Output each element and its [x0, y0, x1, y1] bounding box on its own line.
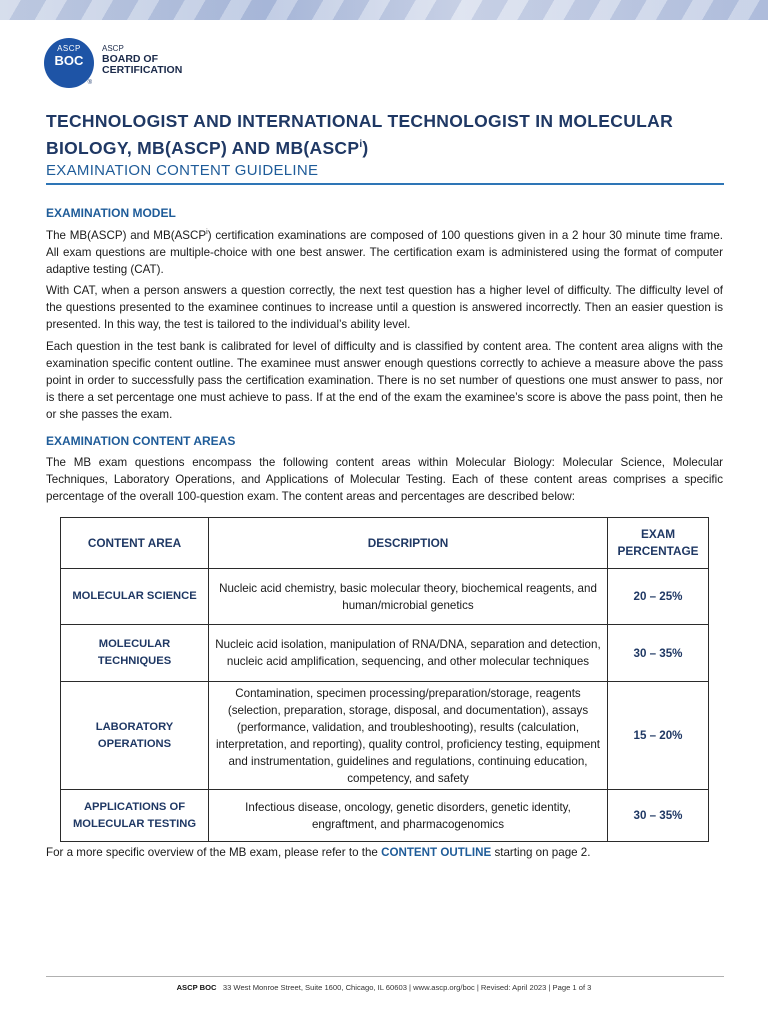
- row-percentage: 30 – 35%: [608, 790, 709, 842]
- content-areas-intro: The MB exam questions encompass the following content areas within Molecular Biology: Molecular Science, Molecular Techniques, Laboratory Operations, and Applications of Molecular Testing. Each of these content areas comprises a specific percentage of the overall 100-question exam. The content areas and percentages are described below:: [46, 456, 723, 503]
- row-area: MOLECULAR TECHNIQUES: [61, 625, 209, 682]
- table-row: [61, 625, 709, 682]
- ascp-boc-logo[interactable]: [44, 38, 244, 88]
- content-areas-heading: EXAMINATION CONTENT AREAS: [46, 434, 236, 448]
- title-divider: [46, 183, 724, 185]
- logo-text-line1: ASCP: [102, 44, 124, 53]
- exam-model-p1-a: The MB(ASCP) and MB(ASCP: [46, 228, 207, 242]
- row-description: Nucleic acid isolation, manipulation of RNA/DNA, separation and detection, nucleic acid amplification, sequencing, and other molecular techniques: [209, 625, 608, 682]
- page-subtitle: EXAMINATION CONTENT GUIDELINE: [46, 162, 319, 179]
- row-percentage: 15 – 20%: [608, 682, 709, 790]
- note-text-b: starting on page 2.: [491, 846, 591, 859]
- note-text-a: For a more specific overview of the MB exam, please refer to the: [46, 846, 382, 859]
- row-area: LABORATORY OPERATIONS: [61, 682, 209, 790]
- row-area: APPLICATIONS OF MOLECULAR TESTING: [61, 790, 209, 842]
- logo-text-line3: CERTIFICATION: [102, 64, 183, 76]
- content-areas-table: [60, 517, 709, 842]
- footer-text: 33 West Monroe Street, Suite 1600, Chicago, IL 60603 | www.ascp.org/boc | Revised: April 2023 | Page 1 of 3: [222, 983, 592, 992]
- row-area: MOLECULAR SCIENCE: [61, 569, 209, 625]
- row-percentage: 30 – 35%: [608, 625, 709, 682]
- logo-text: [102, 43, 182, 76]
- header-exam-percentage: EXAM PERCENTAGE: [608, 518, 709, 569]
- header-banner: [0, 0, 768, 20]
- row-description: Contamination, specimen processing/preparation/storage, reagents (selection, preparation, storage, disposal, and documentation), assays (performance, validation, and troubleshooting), results (calculation, interpretation, and reporting), quality control, proficiency testing, equipment and instrumentation, guidelines and regulations, continuing education, competency, and safety: [209, 682, 608, 790]
- logo-circle-small: ASCP: [57, 44, 81, 53]
- table-row: [61, 569, 709, 625]
- title-main: TECHNOLOGIST AND INTERNATIONAL TECHNOLOGIST IN MOLECULAR BIOLOGY, MB(ASCP) AND MB(ASCP: [46, 111, 674, 158]
- row-description: Infectious disease, oncology, genetic disorders, genetic identity, engraftment, and pharmacogenomics: [209, 790, 608, 842]
- exam-model-paragraph-1: [46, 224, 723, 278]
- footer-org: ASCP BOC: [176, 983, 217, 992]
- exam-model-paragraph-3: Each question in the test bank is calibrated for level of difficulty and is classified by content area. The content area aligns with the examination specific content outline. The examinee must answer enough questions correctly to achieve a measure above the pass point in order to successfully pass the certification examination. There is no set number of questions one must answer to pass, nor is there a set percentage one must achieve to pass. If at the end of the exam the examinee’s score is above the pass point, then he or she passes the exam.: [46, 340, 723, 421]
- exam-model-p1-sup: i: [206, 229, 208, 236]
- logo-text-line2: BOARD OF: [102, 53, 158, 65]
- title-close: ): [362, 137, 369, 158]
- footer-divider: [46, 976, 724, 977]
- table-row: [61, 682, 709, 790]
- boc-logo-circle: [44, 38, 94, 88]
- table-header-row: [61, 518, 709, 569]
- exam-model-p1-b: ) certification examinations are composed of 100 questions given in a 2 hour 30 minute time frame. All exam questions are multiple-choice with one best answer. The certification exam is administered using the format of computer adaptive testing (CAT).: [46, 228, 723, 276]
- title-superscript: i: [359, 139, 363, 150]
- logo-circle-big: BOC: [54, 53, 84, 68]
- page-title: [46, 109, 726, 160]
- content-outline-link[interactable]: CONTENT OUTLINE: [381, 846, 492, 859]
- header-content-area: CONTENT AREA: [61, 518, 209, 569]
- row-percentage: 20 – 25%: [608, 569, 709, 625]
- header-description: DESCRIPTION: [209, 518, 608, 569]
- page-footer: [0, 983, 768, 992]
- table-row: [61, 790, 709, 842]
- logo-registered: ®: [87, 80, 92, 86]
- row-description: Nucleic acid chemistry, basic molecular theory, biochemical reagents, and human/microbial genetics: [209, 569, 608, 625]
- content-outline-note: [46, 846, 590, 859]
- exam-model-heading: EXAMINATION MODEL: [46, 206, 176, 220]
- exam-model-paragraph-2: With CAT, when a person answers a question correctly, the next test question has a higher level of difficulty. The difficulty level of the questions presented to the examinee continues to increase until a question is answered incorrectly. Then an easier question is presented. In this way, the test is tailored to the individual’s ability level.: [46, 284, 723, 331]
